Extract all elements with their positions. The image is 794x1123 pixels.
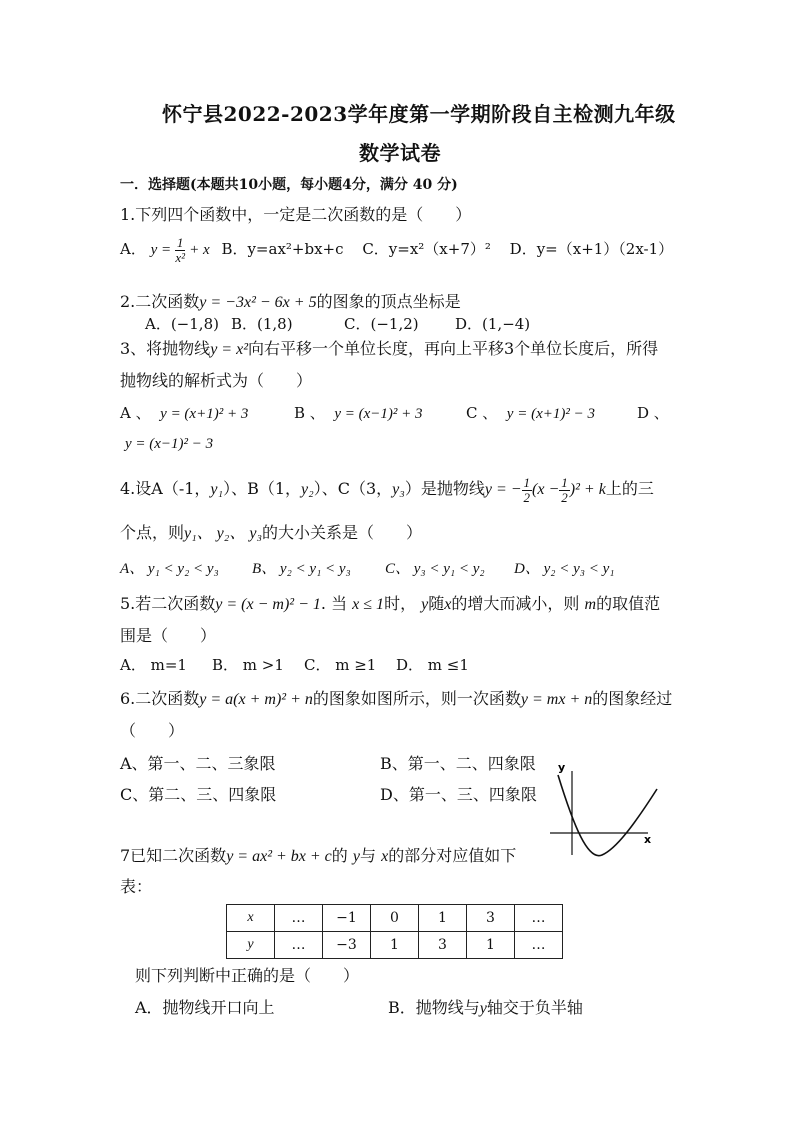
- question-1-options: [120, 236, 673, 265]
- q3-stem-pre: 3、将抛物线: [120, 339, 211, 358]
- q5-option-d: D． m ≤1: [396, 656, 469, 674]
- q7-option-a: A．抛物线开口向上: [135, 998, 275, 1017]
- question-5-stem: 5.若二次函数y = (x − m)² − 1. 当 x ≤ 1时， y随x的增大而减小，则 m的取值范: [120, 594, 661, 613]
- page-title: 怀宁县2022-2023学年度第一学期阶段自主检测九年级: [162, 102, 676, 126]
- q4-option-d: D、 y₂ < y₃ < y₁: [514, 561, 615, 577]
- q6-option-d: D、第一、三、四象限: [380, 785, 537, 804]
- table-cell: 3: [467, 905, 515, 932]
- q4-option-a: A、 y₁ < y₂ < y₃: [120, 561, 219, 577]
- q2-stem-post: 的图象的顶点坐标是: [316, 292, 461, 311]
- table-cell: …: [515, 905, 563, 932]
- q3-formula: y = x²: [210, 341, 248, 358]
- question-7-stem-line2: 表：: [120, 877, 153, 896]
- q3-stem-post: 向右平移一个单位长度，再向上平移3个单位长度后，所得: [247, 339, 659, 358]
- table-row: [227, 932, 563, 959]
- q2-formula: y = −3x² − 6x + 5: [199, 294, 317, 311]
- q3-option-b: B 、 y = (x−1)² + 3: [294, 404, 423, 422]
- q5-option-c: C． m ≥1: [304, 656, 377, 674]
- table-cell: 1: [371, 932, 419, 959]
- table-cell: …: [275, 932, 323, 959]
- table-cell: …: [515, 932, 563, 959]
- q1-fraction: $\frac{1}{\text{x²}}$: [175, 235, 185, 265]
- table-cell: …: [275, 905, 323, 932]
- q2-stem-pre: 2.二次函数: [120, 292, 200, 311]
- question-6-stem-line2: （ ）: [120, 721, 185, 740]
- q3-option-d-label: D 、: [637, 404, 669, 422]
- table-cell: 0: [371, 905, 419, 932]
- question-4-stem-line2: 个点，则y₁、 y₂、 y₃的大小关系是（ ）: [120, 523, 423, 542]
- table-cell: −1: [323, 905, 371, 932]
- q4-option-b: B、 y₂ < y₁ < y₃: [252, 561, 351, 577]
- q2-option-d: D．(1,−4): [455, 315, 531, 333]
- table-cell: y: [227, 932, 275, 959]
- table-cell: x: [227, 905, 275, 932]
- q2-option-a: A．(−1,8): [145, 315, 219, 333]
- q3-option-d: y = (x−1)² − 3: [125, 436, 214, 452]
- question-3-stem: [120, 336, 658, 359]
- q1-option-c: C．y=x²（x+7）²: [362, 239, 491, 258]
- q5-option-b: B． m >1: [212, 656, 284, 674]
- question-7-ask: 则下列判断中正确的是（ ）: [135, 966, 360, 985]
- q6-option-c: C、第二、三、四象限: [120, 785, 277, 804]
- graph-x-label: x: [644, 833, 652, 846]
- q1-option-d: D．y=（x+1）（2x-1）: [509, 239, 674, 258]
- value-table: [226, 904, 563, 959]
- parabola-graph: [544, 757, 662, 859]
- table-row: [227, 905, 563, 932]
- question-7-stem: 7已知二次函数y = ax² + bx + c的 y与 x的部分对应值如下: [120, 846, 517, 865]
- question-2-stem: [120, 289, 461, 312]
- table-cell: −3: [323, 932, 371, 959]
- question-4-stem: 4.设A（-1，y₁）、B（1，y₂）、C（3，y₃）是抛物线y = − $\frac{1}{2}$ (x − $\frac{1}{2}$ )² + k上的三: [120, 475, 654, 505]
- q4-formula: y = − $\frac{1}{2}$ (x − $\frac{1}{2}$ )² + k: [484, 475, 606, 505]
- q2-option-c: C．(−1,2): [344, 315, 419, 333]
- graph-y-label: y: [558, 761, 566, 774]
- q6-option-b: B、第一、二、四象限: [380, 754, 536, 773]
- q2-option-b: B．(1,8): [231, 315, 293, 333]
- table-cell: 1: [467, 932, 515, 959]
- question-5-stem-line2: 围是（ ）: [120, 626, 217, 645]
- q1-option-b: B．y=ax²+bx+c: [221, 239, 344, 258]
- q1-option-a-label: A．: [120, 239, 146, 258]
- q4-option-c: C、 y₃ < y₁ < y₂: [385, 561, 485, 577]
- q5-option-a: A． m=1: [120, 656, 187, 674]
- q7-option-b: B．抛物线与y轴交于负半轴: [388, 998, 583, 1017]
- graph-parabola-curve: [558, 775, 657, 856]
- table-cell: 3: [419, 932, 467, 959]
- q3-option-a: A 、 y = (x+1)² + 3: [120, 404, 249, 422]
- section-header: 一．选择题(本题共10小题，每小题4分，满分 40 分): [120, 177, 458, 193]
- page-subtitle: 数学试卷: [359, 141, 441, 165]
- question-6-stem: 6.二次函数y = a(x + m)² + n的图象如图所示，则一次函数y = mx + n的图象经过: [120, 689, 673, 708]
- table-cell: 1: [419, 905, 467, 932]
- q3-option-c: C 、 y = (x+1)² − 3: [466, 404, 595, 422]
- question-3-stem-line2: 抛物线的解析式为（ ）: [120, 371, 313, 390]
- q6-option-a: A、第一、二、三象限: [120, 754, 276, 773]
- q1-option-a-formula: y = $\frac{1}{\text{x²}}$ + x: [150, 235, 214, 265]
- question-1-stem: 1.下列四个函数中，一定是二次函数的是（ ）: [120, 205, 472, 224]
